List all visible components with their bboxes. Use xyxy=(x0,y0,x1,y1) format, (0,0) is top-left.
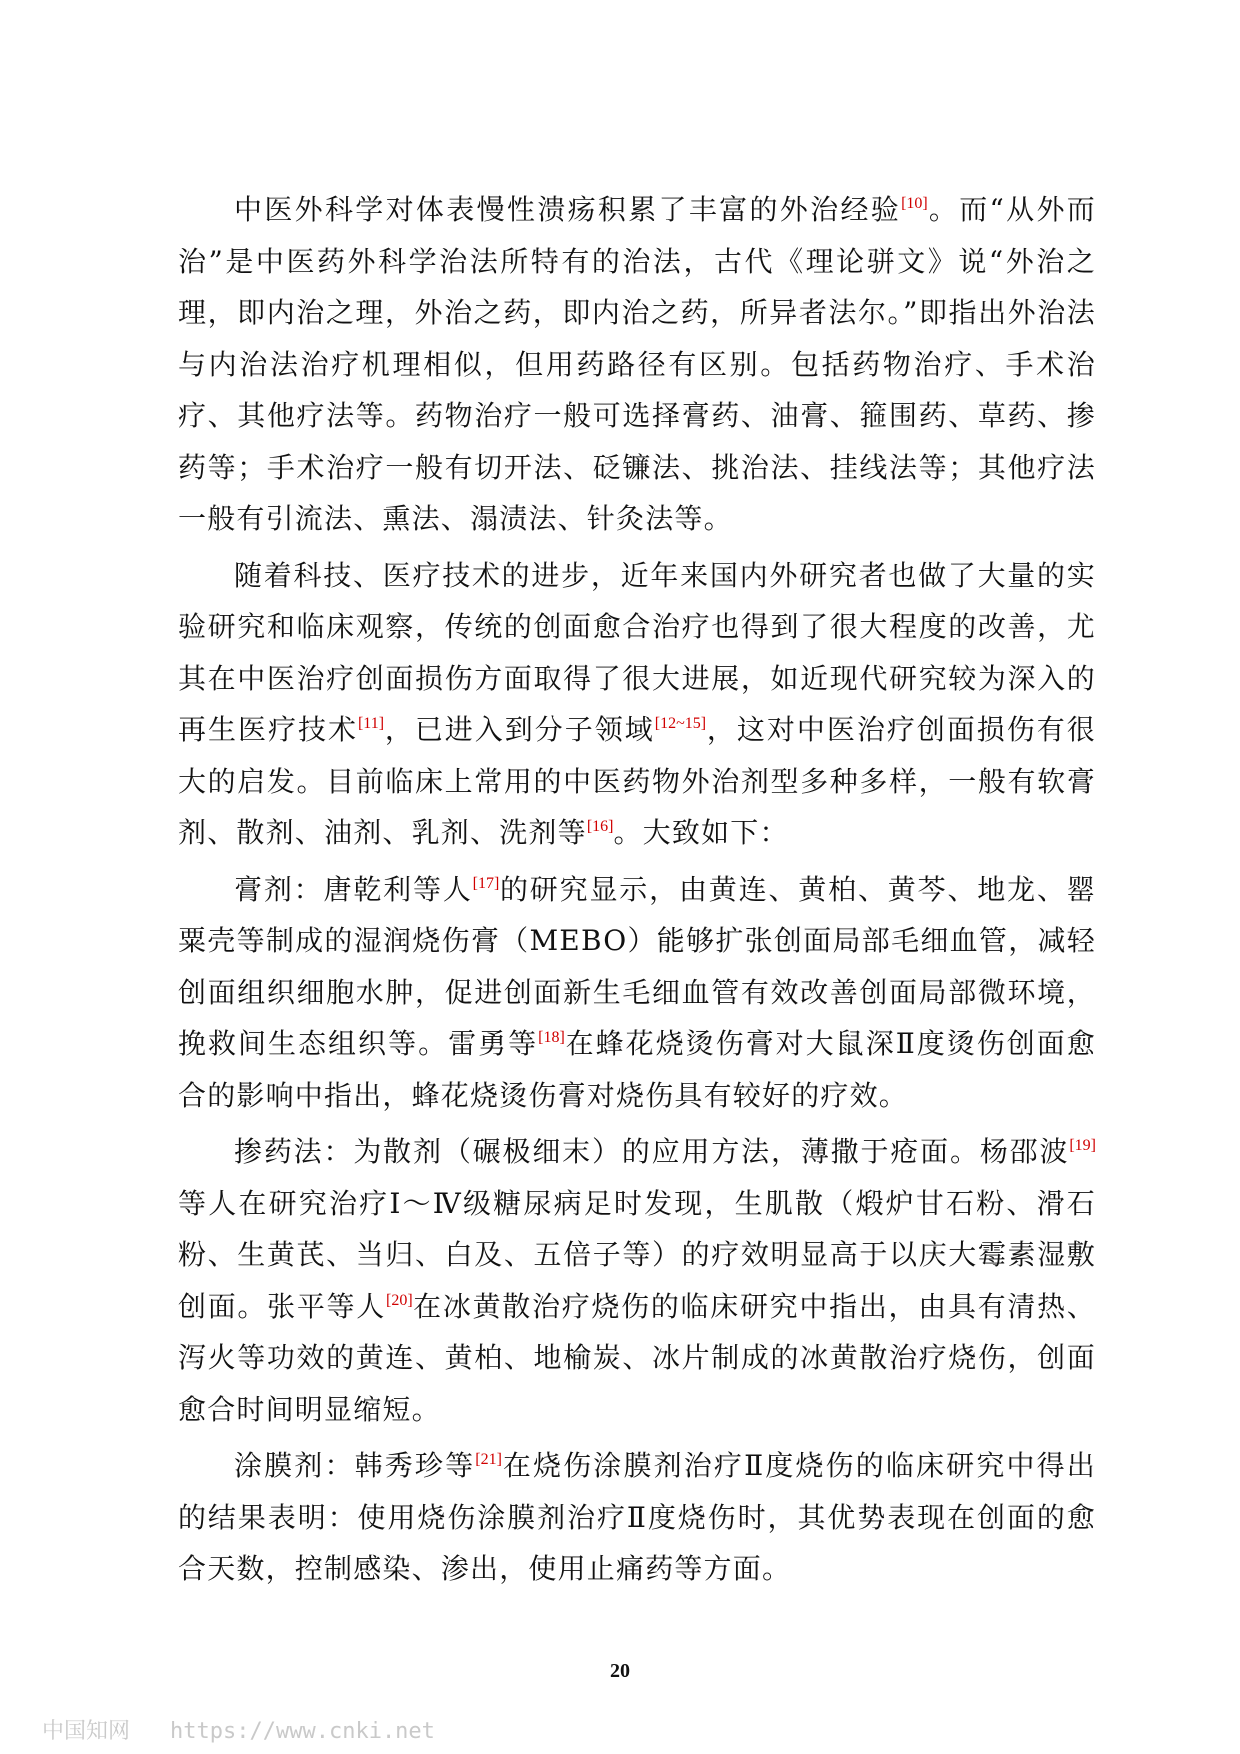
paragraph-text: 。而“从外而治”是中医药外科学治法所特有的治法，古代《理论骈文》说“外治之理，即内治之理，外治之药，即内治之药，所异者法尔。”即指出外治法与内治法治疗机理相似，但用药路径有区别。包括药物治疗、手术治疗、其他疗法等。药物治疗一般可选择膏药、油膏、箍围药、草药、掺药等；手术治疗一般有切开法、砭镰法、挑治法、挂线法等；其他疗法一般有引流法、熏法、溻渍法、针灸法等。 xyxy=(178,193,1096,535)
paragraph-text: 在冰黄散治疗烧伤的临床研究中指出，由具有清热、泻火等功效的黄连、黄柏、地榆炭、冰片制成的冰黄散治疗烧伤，创面愈合时间明显缩短。 xyxy=(178,1289,1096,1426)
paragraph-text: 等人在研究治疗Ⅰ～Ⅳ级糖尿病足时发现，生肌散（煅炉甘石粉、滑石粉、生黄芪、当归、白及、五倍子等）的疗效明显高于以庆大霉素湿敷创面。张平等人 xyxy=(178,1186,1096,1323)
citation-reference[interactable]: [17] xyxy=(472,874,500,892)
cnki-url: https://www.cnki.net xyxy=(170,1719,435,1744)
paragraph-text: 掺药法：为散剂（碾极细末）的应用方法，薄撒于疮面。杨邵波 xyxy=(234,1135,1070,1168)
citation-reference[interactable]: [18] xyxy=(538,1029,565,1046)
citation-reference[interactable]: [20] xyxy=(385,1291,413,1309)
paragraph xyxy=(178,1126,1096,1435)
paragraph-text: 在蜂花烧烫伤膏对大鼠深Ⅱ度烫伤创面愈合的影响中指出，蜂花烧烫伤膏对烧伤具有较好的疗效。 xyxy=(178,1027,1096,1112)
citation-reference[interactable]: [21] xyxy=(475,1451,502,1468)
citation-reference[interactable]: [19] xyxy=(1069,1137,1096,1154)
paragraph xyxy=(178,1440,1096,1595)
paragraph-text: 在烧伤涂膜剂治疗Ⅱ度烧伤的临床研究中得出的结果表明：使用烧伤涂膜剂治疗Ⅱ度烧伤时，其优势表现在创面的愈合天数，控制感染、渗出，使用止痛药等方面。 xyxy=(178,1449,1096,1585)
paragraph xyxy=(178,550,1096,859)
citation-reference[interactable]: [11] xyxy=(357,715,385,732)
citation-reference[interactable]: [12~15] xyxy=(654,715,707,732)
cnki-watermark xyxy=(42,1714,435,1745)
paragraph-text: 。大致如下： xyxy=(613,816,789,849)
cnki-logo-text: 中国知网 xyxy=(42,1719,131,1744)
paragraph-text: ，已进入到分子领域 xyxy=(384,713,655,746)
body-text xyxy=(178,184,1096,1600)
citation-reference[interactable]: [10] xyxy=(901,195,928,212)
citation-reference[interactable]: [16] xyxy=(586,818,614,835)
paragraph xyxy=(178,184,1096,545)
page-number: 20 xyxy=(610,1660,630,1682)
paragraph-text: 中医外科学对体表慢性溃疡积累了丰富的外治经验 xyxy=(234,193,902,226)
paragraph-text: 膏剂：唐乾利等人 xyxy=(234,872,473,906)
paragraph-text: ，这对中医治疗创面损伤有很大的启发。目前临床上常用的中医药物外治剂型多种多样，一般有软膏剂、散剂、油剂、乳剂、洗剂等 xyxy=(178,713,1096,849)
paragraph-text: 涂膜剂：韩秀珍等 xyxy=(234,1449,476,1482)
paragraph xyxy=(178,864,1096,1122)
paragraph-text: 的研究显示，由黄连、黄柏、黄芩、地龙、罂粟壳等制成的湿润烧伤膏（MEBO）能够扩张创面局部毛细血管，减轻创面组织细胞水肿，促进创面新生毛细血管有效改善创面局部微环境，挽救间生态组织等。雷勇等 xyxy=(178,872,1096,1060)
paragraph-text: 随着科技、医疗技术的进步，近年来国内外研究者也做了大量的实验研究和临床观察，传统的创面愈合治疗也得到了很大程度的改善，尤其在中医治疗创面损伤方面取得了很大进展，如近现代研究较为深入的再生医疗技术 xyxy=(178,558,1096,746)
